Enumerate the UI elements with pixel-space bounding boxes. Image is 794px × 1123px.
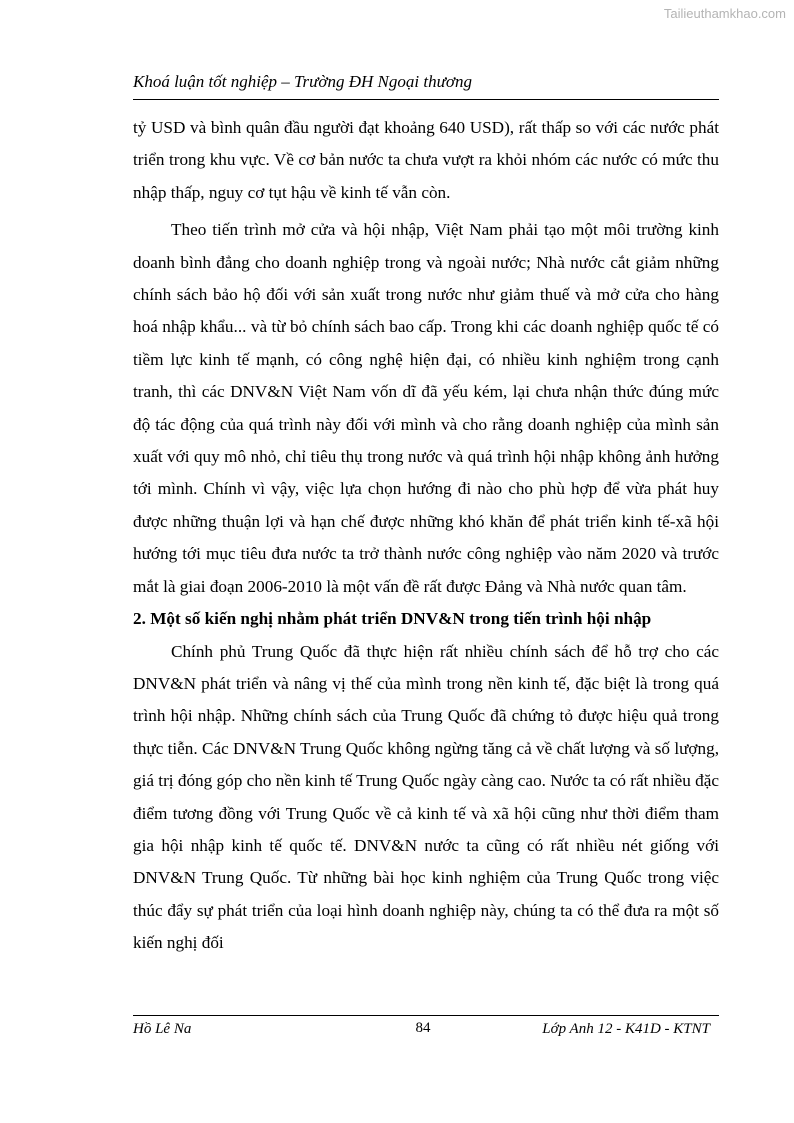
paragraph-1: tỷ USD và bình quân đầu người đạt khoảng 640 USD), rất thấp so với các nước phát triển trong khu vực. Về cơ bản nước ta chưa vượt ra khỏi nhóm các nước có mức thu nhập thấp, nguy cơ tụt hậu về kinh tế vẫn còn. [133, 118, 719, 202]
footer-class-info: Lớp Anh 12 - K41D - KTNT [542, 1021, 710, 1037]
paragraph-2: Theo tiến trình mở cửa và hội nhập, Việt Nam phải tạo một môi trường kinh doanh bình đẳng cho doanh nghiệp trong và ngoài nước; Nhà nước cắt giảm những chính sách bảo hộ đối với sản xuất trong nước như giảm thuế và mở cửa cho hàng hoá nhập khẩu... và từ bỏ chính sách bao cấp. Trong khi các doanh nghiệp quốc tế có tiềm lực kinh tế mạnh, có công nghệ hiện đại, có nhiều kinh nghiệm trong cạnh tranh, thì các DNV&N Việt Nam vốn dĩ đã yếu kém, lại chưa nhận thức đúng mức độ tác động của quá trình này đối với mình và cho rằng doanh nghiệp của mình sản xuất với quy mô nhỏ, chỉ tiêu thụ trong nước và quá trình hội nhập không ảnh hưởng tới mình. Chính vì vậy, việc lựa chọn hướng đi nào cho phù hợp để vừa phát huy được những thuận lợi và hạn chế được những khó khăn để phát triển kinh tế-xã hội hướng tới mục tiêu đưa nước ta trở thành nước công nghiệp vào năm 2020 và trước mắt là giai đoạn 2006-2010 là một vấn đề rất được Đảng và Nhà nước quan tâm. [133, 220, 719, 596]
document-body [133, 112, 719, 960]
footer-author: Hồ Lê Na [133, 1021, 192, 1037]
page-number: 84 [415, 1020, 431, 1036]
watermark: Tailieuthamkhao.com [663, 6, 786, 21]
page-header-title: Khoá luận tốt nghiệp – Trường ĐH Ngoại thương [133, 72, 472, 91]
section-heading: 2. Một số kiến nghị nhằm phát triển DNV&N trong tiến trình hội nhập [133, 609, 652, 629]
footer-divider [133, 1015, 719, 1016]
header-divider [133, 99, 719, 100]
paragraph-3: Chính phủ Trung Quốc đã thực hiện rất nhiều chính sách để hỗ trợ cho các DNV&N phát triển và nâng vị thế của mình trong nền kinh tế, đặc biệt là trong quá trình hội nhập. Những chính sách của Trung Quốc đã chứng tỏ được hiệu quả trong thực tiễn. Các DNV&N Trung Quốc không ngừng tăng cả về chất lượng và số lượng, giá trị đóng góp cho nền kinh tế Trung Quốc ngày càng cao. Nước ta có rất nhiều đặc điểm tương đồng với Trung Quốc về cả kinh tế và xã hội cũng như thời điểm tham gia hội nhập kinh tế quốc tế. DNV&N nước ta cũng có rất nhiều nét giống với DNV&N Trung Quốc. Từ những bài học kinh nghiệm của Trung Quốc trong việc thúc đẩy sự phát triển của loại hình doanh nghiệp này, chúng ta có thể đưa ra một số kiến nghị đối [133, 641, 719, 953]
